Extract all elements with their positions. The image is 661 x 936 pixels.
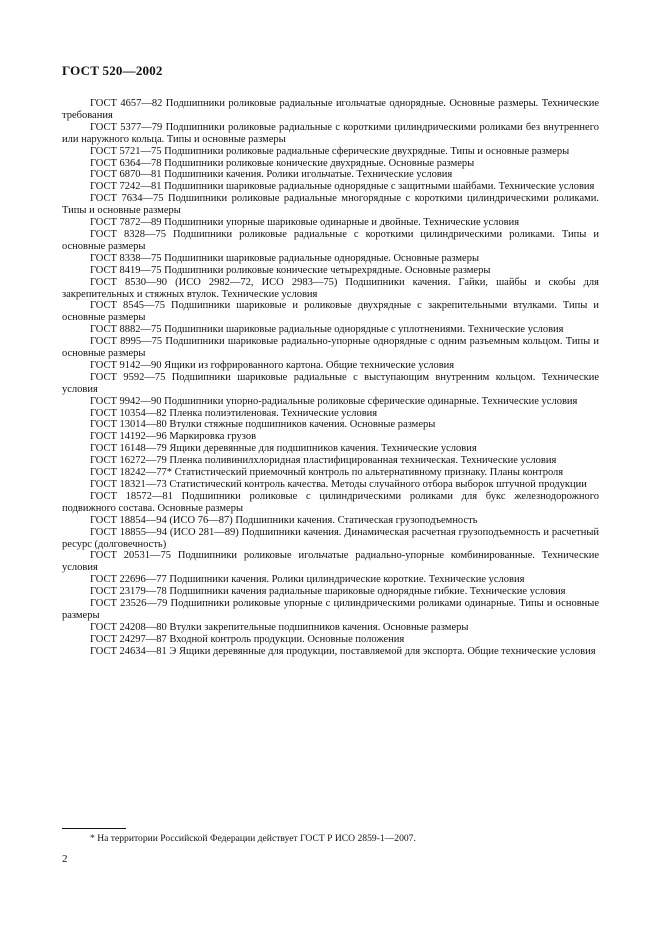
reference-item: ГОСТ 24208—80 Втулки закрепительные подшипников качения. Основные размеры <box>90 621 469 633</box>
reference-item: ГОСТ 24297—87 Входной контроль продукции. Основные положения <box>90 633 405 645</box>
normative-references-list <box>62 98 599 658</box>
reference-item: ГОСТ 18855—94 (ИСО 281—89) Подшипники качения. Динамическая расчетная грузоподъемность и расчетный ресурс (долговечность) <box>62 526 599 550</box>
reference-item: ГОСТ 6364—78 Подшипники роликовые конические двухрядные. Основные размеры <box>90 157 475 169</box>
reference-item: ГОСТ 13014—80 Втулки стяжные подшипников качения. Основные размеры <box>90 419 436 431</box>
reference-item: ГОСТ 22696—77 Подшипники качения. Ролики цилиндрические короткие. Технические условия <box>90 574 525 586</box>
reference-item: ГОСТ 20531—75 Подшипники роликовые игольчатые радиально-упорные комбинированные. Технические условия <box>62 550 599 574</box>
reference-item: ГОСТ 18242—77* Статистический приемочный контроль по альтернативному признаку. Планы контроля <box>90 467 564 479</box>
footnote: * На территории Российской Федерации действует ГОСТ Р ИСО 2859-1—2007. <box>90 833 416 844</box>
reference-item: ГОСТ 10354—82 Пленка полиэтиленовая. Технические условия <box>90 407 378 419</box>
reference-item: ГОСТ 8882—75 Подшипники шариковые радиальные однорядные с уплотнениями. Технические условия <box>90 324 564 336</box>
reference-item: ГОСТ 23526—79 Подшипники роликовые упорные с цилиндрическими роликами одинарные. Типы и основные размеры <box>62 598 599 621</box>
footnote-divider <box>62 828 126 829</box>
reference-item: ГОСТ 9142—90 Ящики из гофрированного картона. Общие технические условия <box>90 359 455 371</box>
reference-item: ГОСТ 8338—75 Подшипники шариковые радиальные однорядные. Основные размеры <box>90 252 480 264</box>
reference-item: ГОСТ 24634—81 Э Ящики деревянные для продукции, поставляемой для экспорта. Общие технические условия <box>90 645 596 657</box>
reference-item: ГОСТ 8328—75 Подшипники роликовые радиальные с короткими цилиндрическими роликами. Типы и основные размеры <box>62 228 599 252</box>
reference-item: ГОСТ 8995—75 Подшипники шариковые радиально-упорные однорядные с одним разъемным кольцом. Типы и основные размеры <box>62 336 599 360</box>
reference-item: ГОСТ 9942—90 Подшипники упорно-радиальные роликовые сферические одинарные. Технические условия <box>90 395 578 407</box>
reference-item: ГОСТ 8530—90 (ИСО 2982—72, ИСО 2983—75) Подшипники качения. Гайки, шайбы и скобы для закрепительных и стяжных втулок. Технические условия <box>62 276 599 300</box>
reference-item: ГОСТ 5377—79 Подшипники роликовые радиальные с короткими цилиндрическими роликами без внутреннего или наружного кольца. Типы и основные размеры <box>62 121 599 145</box>
reference-item: ГОСТ 18321—73 Статистический контроль качества. Методы случайного отбора выборок штучной продукции <box>90 479 587 490</box>
reference-item: ГОСТ 7634—75 Подшипники роликовые радиальные многорядные с короткими цилиндрическими роликами. Типы и основные размеры <box>62 193 599 217</box>
reference-item: ГОСТ 16148—79 Ящики деревянные для подшипников качения. Технические условия <box>90 443 477 455</box>
reference-item: ГОСТ 18572—81 Подшипники роликовые с цилиндрическими роликами для букс железнодорожного подвижного состава. Основные размеры <box>62 490 599 514</box>
reference-item: ГОСТ 7242—81 Подшипники шариковые радиальные однорядные с защитными шайбами. Технические условия <box>90 181 595 193</box>
reference-item: ГОСТ 5721—75 Подшипники роликовые радиальные сферические двухрядные. Типы и основные размеры <box>90 145 570 157</box>
reference-item: ГОСТ 8419—75 Подшипники роликовые конические четырехрядные. Основные размеры <box>90 264 491 276</box>
reference-item: ГОСТ 6870—81 Подшипники качения. Ролики игольчатые. Технические условия <box>90 169 453 181</box>
reference-item: ГОСТ 8545—75 Подшипники шариковые и роликовые двухрядные с закрепительными втулками. Типы и основные размеры <box>62 300 599 324</box>
reference-item: ГОСТ 18854—94 (ИСО 76—87) Подшипники качения. Статическая грузоподъемность <box>90 514 478 526</box>
reference-item: ГОСТ 14192—96 Маркировка грузов <box>90 431 257 443</box>
reference-item: ГОСТ 16272—79 Пленка поливинилхлоридная пластифицированная техническая. Технические условия <box>90 455 557 467</box>
reference-item: ГОСТ 4657—82 Подшипники роликовые радиальные игольчатые однорядные. Основные размеры. Технические требования <box>62 98 599 121</box>
page-number: 2 <box>62 853 68 865</box>
reference-item: ГОСТ 9592—75 Подшипники шариковые радиальные с выступающим внутренним кольцом. Технические условия <box>62 371 599 395</box>
document-header: ГОСТ 520—2002 <box>62 63 163 78</box>
reference-item: ГОСТ 23179—78 Подшипники качения радиальные шариковые однорядные гибкие. Технические условия <box>90 586 566 598</box>
reference-item: ГОСТ 7872—89 Подшипники упорные шариковые одинарные и двойные. Технические условия <box>90 217 520 229</box>
